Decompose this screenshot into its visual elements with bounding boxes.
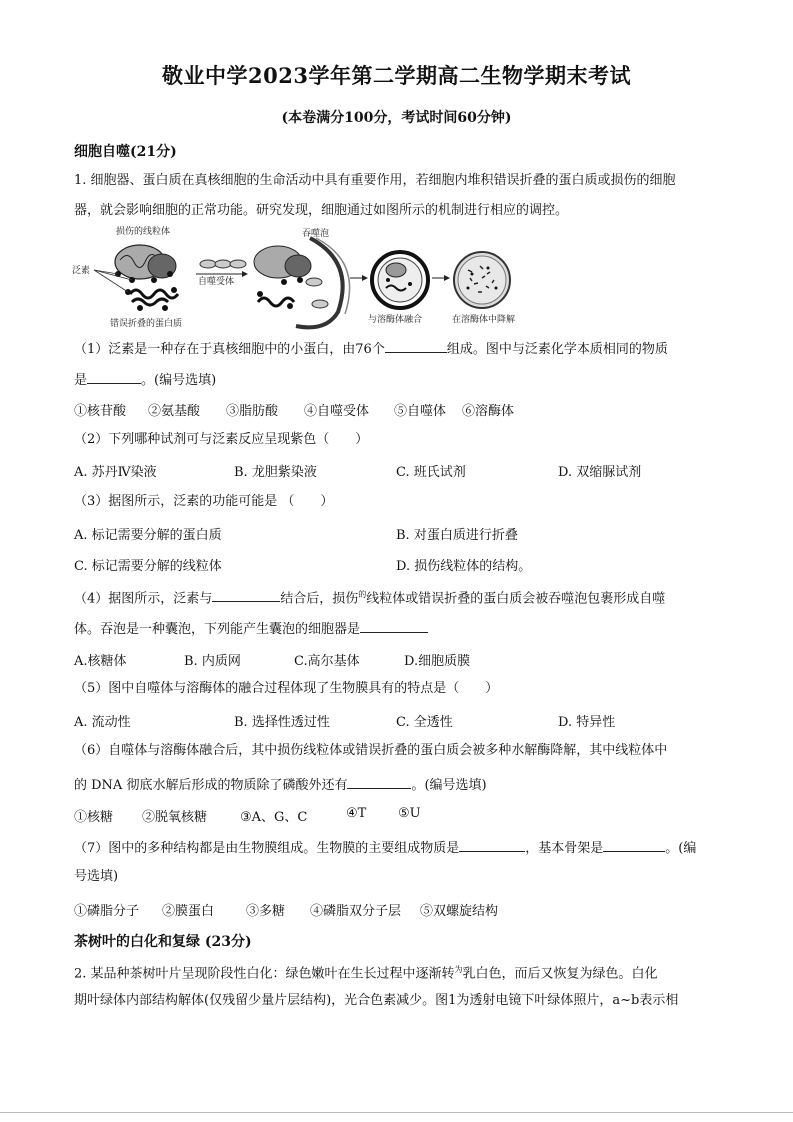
q1-part7-text-b: ，基本骨架是 [525,841,604,856]
p2-option-b[interactable]: B. 龙胆紫染液 [234,465,317,480]
section-heading-tea-leaf: 茶树叶的白化和复绿 (23分) [74,934,252,950]
q1-part4-text-a: （4）据图所示，泛素与 [74,591,213,607]
p1-option-4[interactable]: ④自噬受体 [304,404,370,419]
exam-subtitle: (本卷满分100分，考试时间60分钟) [281,110,512,126]
label-misfolded-protein: 错误折叠的蛋白质 [110,319,183,329]
q1-part3: （3）据图所示，泛素的功能可能是 （ ） [74,494,334,509]
autophagy-figure [70,222,530,330]
q1-part1-line1 [74,338,668,359]
q1-part6-text-b: 。(编号选填) [411,778,487,793]
p5-option-b[interactable]: B. 选择性透过性 [234,715,330,730]
p7-option-3[interactable]: ③多糖 [246,904,286,919]
answer-blank-7a[interactable] [459,837,525,852]
p7-option-2[interactable]: ②膜蛋白 [162,904,215,919]
answer-blank-4a[interactable] [212,587,280,602]
label-ubiquitin: 泛素 [72,266,91,276]
label-degradation: 在溶酶体中降解 [452,315,516,325]
p1-option-6[interactable]: ⑥溶酶体 [462,404,515,419]
section-heading-autophagy: 细胞自噬(21分) [74,144,177,160]
p4-option-c[interactable]: C.高尔基体 [294,654,360,669]
q2-text-a: 2. 某品种茶树叶片呈现阶段性白化：绿色嫩叶在生长过程中逐渐转 [74,966,455,982]
q1-part7-text-c: 。(编 [665,841,697,856]
q1-part1-text-a: （1）泛素是一种存在于真核细胞中的小蛋白，由76个 [74,342,385,357]
p6-option-2[interactable]: ②脱氧核糖 [142,810,208,825]
p3-option-a[interactable]: A. 标记需要分解的蛋白质 [74,528,222,543]
answer-blank-7b[interactable] [603,837,665,852]
p7-option-1[interactable]: ①磷脂分子 [74,904,140,919]
q2-text-b: 乳白色，而后又恢复为绿色。白化 [462,966,658,982]
q1-part5: （5）图中自噬体与溶酶体的融合过程体现了生物膜具有的特点是（ ） [74,681,499,696]
label-autophagy-receptor: 自噬受体 [198,277,235,287]
answer-blank-1b[interactable] [87,369,141,384]
p4-option-b[interactable]: B. 内质网 [184,654,241,669]
p6-option-3[interactable]: ③A、G、C [240,810,308,825]
q2-intro-line1 [74,961,658,983]
q1-part2: （2）下列哪种试剂可与泛素反应呈现紫色（ ） [74,432,369,447]
p2-option-c[interactable]: C. 班氏试剂 [396,465,466,480]
exam-title: 敬业中学2023学年第二学期高二生物学期末考试 [162,63,631,88]
answer-blank-4b[interactable] [360,618,428,633]
p1-option-5[interactable]: ⑤自噬体 [394,404,447,419]
q1-part4-mark: 的 [358,590,367,599]
label-phagophore: 吞噬泡 [302,229,330,239]
p5-option-c[interactable]: C. 全透性 [396,715,453,730]
q1-part4-text-d: 体。吞泡是一种囊泡，下列能产生囊泡的细胞器是 [74,622,361,637]
q1-part1-text-b: 组成。图中与泛素化学本质相同的物质 [446,342,668,357]
q1-part4-text-c: 线粒体或错误折叠的蛋白质会被吞噬泡包裹形成自噬 [366,591,666,607]
p3-option-b[interactable]: B. 对蛋白质进行折叠 [396,528,518,543]
phagophore-illustration [254,238,350,327]
p6-option-4[interactable]: ④T [346,806,367,821]
q2-mark: 为 [454,965,463,974]
q1-part1-text-d: 。(编号选填) [141,373,217,388]
p4-option-d[interactable]: D.细胞质膜 [404,654,471,669]
q1-intro-line1: 1. 细胞器、蛋白质在真核细胞的生命活动中具有重要作用，若细胞内堆积错误折叠的蛋白质或损伤的细胞 [74,173,676,188]
q1-part7-text-a: （7）图中的多种结构都是由生物膜组成。生物膜的主要组成物质是 [74,841,460,856]
q1-part7-line2: 号选填) [74,869,119,884]
p5-option-d[interactable]: D. 特异性 [558,715,616,730]
label-fusion: 与溶酶体融合 [368,315,423,325]
label-damaged-mitochondrion: 损伤的线粒体 [116,227,171,237]
p2-option-d[interactable]: D. 双缩脲试剂 [558,465,642,480]
answer-blank-1a[interactable] [385,338,447,353]
p4-option-a[interactable]: A.核糖体 [74,654,127,669]
answer-blank-6[interactable] [347,774,411,789]
q1-part6-line1: （6）自噬体与溶酶体融合后，其中损伤线粒体或错误折叠的蛋白质会被多种水解酶降解，其中线粒体中 [74,743,668,758]
q1-part1-line2 [74,369,216,390]
p2-option-a[interactable]: A. 苏丹Ⅳ染液 [74,465,157,480]
q1-part6-text-a: 的 DNA 彻底水解后形成的物质除了磷酸外还有 [74,778,348,793]
p6-option-1[interactable]: ①核糖 [74,810,114,825]
q2-intro-line2: 期叶绿体内部结构解体(仅残留少量片层结构)，光合色素减少。图1为透射电镜下叶绿体照片，a~b表示相 [74,993,679,1008]
q1-part6-line2 [74,774,487,795]
q1-part7-line1 [74,837,696,858]
lysosome-fusion-illustration [372,252,428,308]
page-bottom-rule [0,1112,793,1113]
p3-option-c[interactable]: C. 标记需要分解的线粒体 [74,559,222,574]
p1-option-2[interactable]: ②氨基酸 [148,404,201,419]
p1-option-3[interactable]: ③脂肪酸 [226,404,279,419]
lysosome-degradation-illustration [454,252,510,308]
autophagy-receptor-illustration [200,260,246,268]
q1-part4-line1 [74,586,665,608]
misfolded-protein-illustration [125,287,178,311]
p1-option-1[interactable]: ①核苷酸 [74,404,127,419]
q1-part1-text-c: 是 [74,373,88,388]
p6-option-5[interactable]: ⑤U [398,806,421,821]
p3-option-d[interactable]: D. 损伤线粒体的结构。 [396,559,532,574]
damaged-mitochondrion-illustration [115,245,176,283]
p5-option-a[interactable]: A. 流动性 [74,715,131,730]
q1-part4-line2 [74,618,428,639]
p7-option-5[interactable]: ⑤双螺旋结构 [420,904,499,919]
q1-intro-line2: 器，就会影响细胞的正常功能。研究发现，细胞通过如图所示的机制进行相应的调控。 [74,203,569,218]
q1-part4-text-b: 结合后，损伤 [280,591,359,607]
p7-option-4[interactable]: ④磷脂双分子层 [310,904,402,919]
